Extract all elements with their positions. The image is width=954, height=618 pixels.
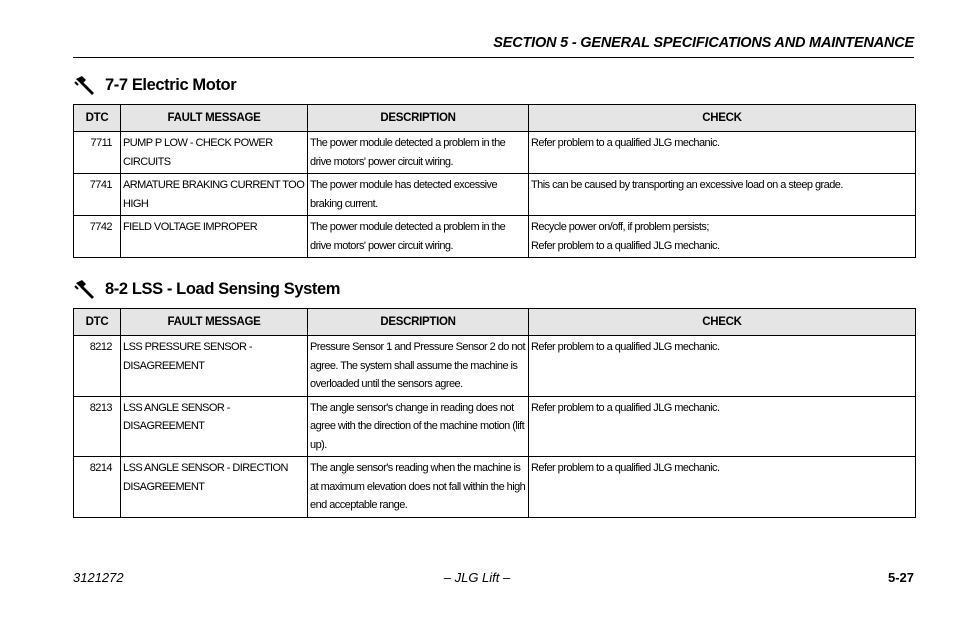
check-line: This can be caused by transporting an excessive load on a steep grade. [531,179,843,191]
dtc-code: 8214 [74,457,121,518]
table-row [74,132,916,174]
check-action [529,336,916,397]
dtc-code: 7741 [74,174,121,216]
fault-description: The power module detected a problem in the drive motors' power circuit wiring. [308,132,529,174]
check-action [529,132,916,174]
fault-message: ARMATURE BRAKING CURRENT TOO HIGH [121,174,308,216]
fault-description: The angle sensor's change in reading does not agree with the direction of the machine motion (lift up). [308,396,529,457]
fault-message: LSS ANGLE SENSOR - DISAGREEMENT [121,396,308,457]
document-number: 3121272 [73,570,124,585]
column-header-check: CHECK [529,105,916,132]
table-row [74,174,916,216]
dtc-code: 7742 [74,216,121,258]
dtc-code: 8212 [74,336,121,397]
wrench-icon [73,278,97,300]
page-number: 5-27 [887,570,914,585]
section-heading-load-sensing-system [73,278,340,300]
check-action [529,174,916,216]
table-row [74,216,916,258]
column-header-dtc: DTC [74,105,121,132]
wrench-icon [73,74,97,96]
section-header-title: SECTION 5 - GENERAL SPECIFICATIONS AND MAINTENANCE [493,35,914,51]
dtc-code: 8213 [74,396,121,457]
fault-description: The power module detected a problem in the drive motors' power circuit wiring. [308,216,529,258]
section-heading-electric-motor [73,74,236,96]
column-header-description: DESCRIPTION [308,105,529,132]
check-action [529,396,916,457]
section-heading-text: 8-2 LSS - Load Sensing System [105,279,341,298]
table-row [74,336,916,397]
column-header-fault-message: FAULT MESSAGE [121,105,308,132]
dtc-table-electric-motor [73,104,916,258]
column-header-check: CHECK [529,309,916,336]
column-header-fault-message: FAULT MESSAGE [121,309,308,336]
fault-description: The power module has detected excessive braking current. [308,174,529,216]
dtc-table-load-sensing-system [73,308,916,518]
fault-message: PUMP P LOW - CHECK POWER CIRCUITS [121,132,308,174]
table-row [74,457,916,518]
dtc-code: 7711 [74,132,121,174]
check-line: Recycle power on/off, if problem persists; [531,221,709,233]
fault-description: Pressure Sensor 1 and Pressure Sensor 2 do not agree. The system shall assume the machine is overloaded until the sensors agree. [308,336,529,397]
section-heading-text: 7-7 Electric Motor [105,75,237,94]
check-line: Refer problem to a qualified JLG mechanic. [531,462,720,474]
check-line: Refer problem to a qualified JLG mechanic. [531,341,720,353]
column-header-dtc: DTC [74,309,121,336]
check-line: Refer problem to a qualified JLG mechanic. [531,239,720,252]
fault-description: The angle sensor's reading when the machine is at maximum elevation does not fall within the high end acceptable range. [308,457,529,518]
check-line: Refer problem to a qualified JLG mechanic. [531,137,720,149]
fault-message: LSS PRESSURE SENSOR - DISAGREEMENT [121,336,308,397]
fault-message: FIELD VOLTAGE IMPROPER [121,216,308,258]
check-action [529,216,916,258]
footer-brand: – JLG Lift – [443,570,511,585]
check-line: Refer problem to a qualified JLG mechanic. [531,401,720,414]
header-divider [73,57,914,58]
column-header-description: DESCRIPTION [308,309,529,336]
table-row [74,396,916,457]
check-action [529,457,916,518]
table-header-row [74,105,916,132]
table-header-row [74,309,916,336]
fault-message: LSS ANGLE SENSOR - DIRECTION DISAGREEMENT [121,457,308,518]
